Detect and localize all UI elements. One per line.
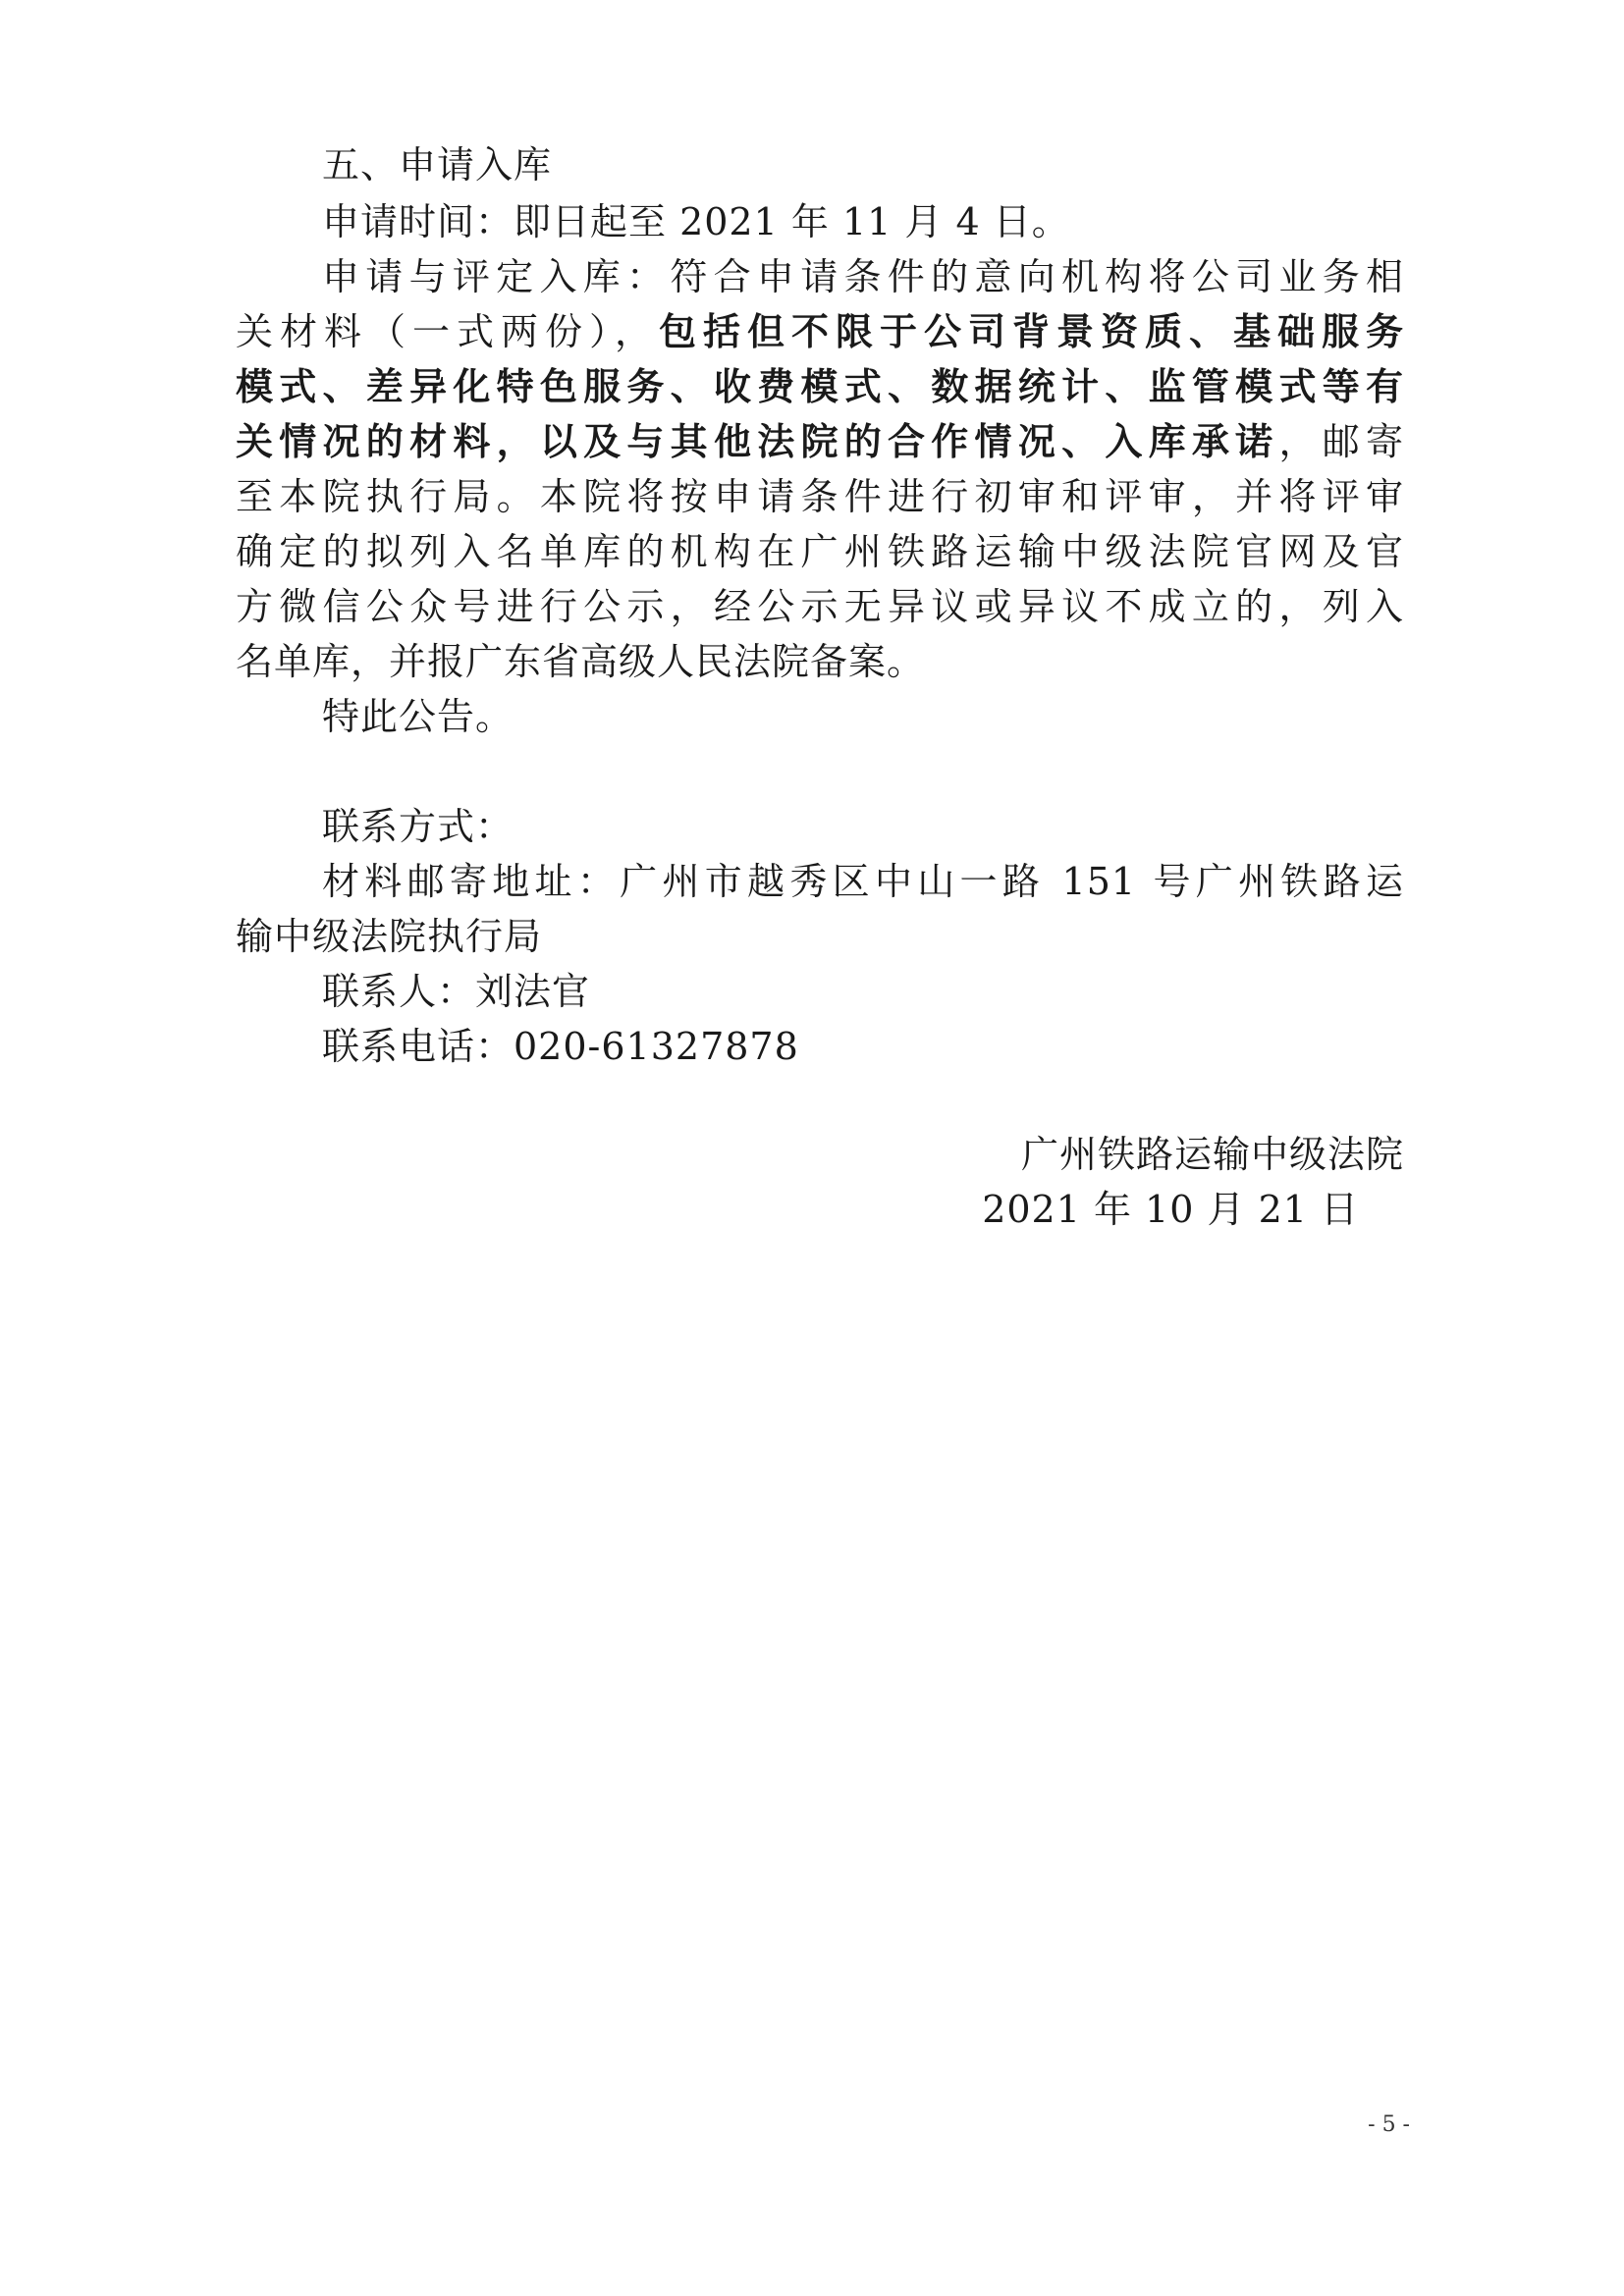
signature-org: 广州铁路运输中级法院	[1020, 1133, 1404, 1176]
contact-phone: 联系电话：020-61327878	[322, 1025, 799, 1068]
contact-heading: 联系方式：	[322, 805, 514, 848]
apply-time: 申请时间：即日起至 2021 年 11 月 4 日。	[322, 200, 1070, 243]
contact-person: 联系人：刘法官	[322, 970, 591, 1013]
closing-text: 特此公告。	[322, 695, 514, 738]
text-segment: 确定的拟列入名单库的机构在广州铁路运输中级法院官网及官	[236, 530, 1404, 573]
text-segment: 申请与评定入库：符合申请条件的意向机构将公司业务相	[322, 255, 1404, 298]
contact-address-line-1: 材料邮寄地址：广州市越秀区中山一路 151 号广州铁路运	[322, 860, 1404, 903]
text-segment: 方微信公众号进行公示，经公示无异议或异议不成立的，列入	[236, 585, 1404, 628]
text-segment: 名单库，并报广东省高级人民法院备案。	[236, 640, 926, 683]
bold-text-segment: 关情况的材料，以及与其他法院的合作情况、入库承诺	[236, 419, 1279, 463]
bold-text-segment: 模式、差异化特色服务、收费模式、数据统计、监管模式等有	[236, 364, 1404, 408]
signature-date: 2021 年 10 月 21 日	[982, 1188, 1359, 1231]
bold-text-segment: 包括但不限于公司背景资质、基础服务	[659, 309, 1404, 353]
text-segment: 关材料（一式两份），	[236, 310, 659, 353]
text-segment: ，邮寄	[1278, 420, 1404, 463]
section-heading: 五、申请入库	[322, 143, 553, 187]
contact-address-line-2: 输中级法院执行局	[236, 915, 543, 958]
text-segment: 至本院执行局。本院将按申请条件进行初审和评审，并将评审	[236, 475, 1404, 518]
page-number: - 5 -	[1368, 2112, 1410, 2137]
